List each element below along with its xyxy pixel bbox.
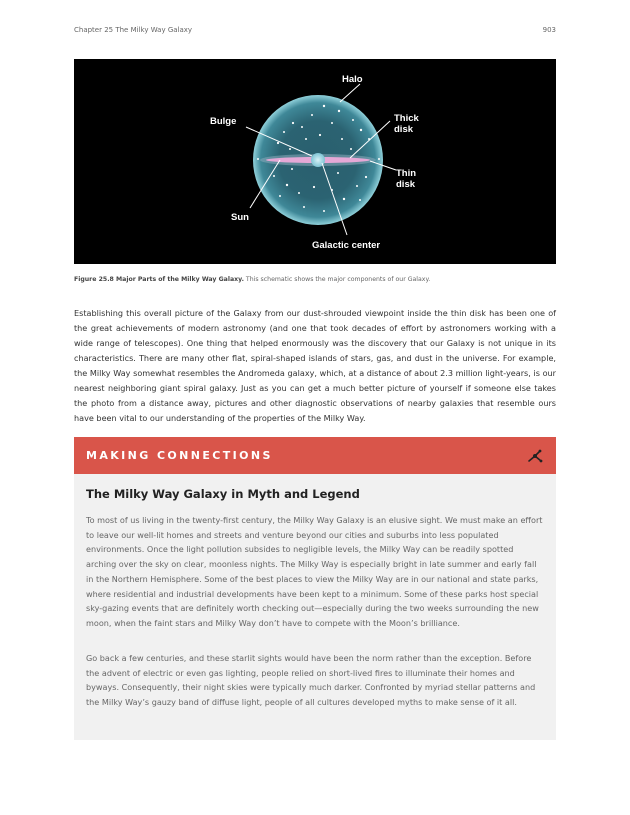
chapter-title: Chapter 25 The Milky Way Galaxy xyxy=(74,26,193,34)
sun-label: Sun xyxy=(231,212,249,223)
box-header xyxy=(74,437,556,474)
galactic-center-label: Galactic center xyxy=(312,240,381,251)
page-number: 903 xyxy=(542,26,556,34)
galaxy-figure xyxy=(74,59,556,264)
thick-disk-label: Thick xyxy=(394,113,419,124)
box-header-label: MAKING CONNECTIONS xyxy=(86,449,273,462)
bulge-label: Bulge xyxy=(210,116,237,127)
making-connections-box xyxy=(74,437,556,740)
figure-number: Figure 25.8 Major Parts of the Milky Way Galaxy. xyxy=(74,276,244,283)
thick-disk-label-2: disk xyxy=(394,124,414,135)
thin-disk-label: Thin xyxy=(396,168,417,179)
connections-icon xyxy=(526,447,544,465)
box-paragraph-1: To most of us living in the twenty-first century, the Milky Way Galaxy is an elusive sight. We must make an effort to leave our well-lit homes and streets and venture beyond our cities and suburbs into less populated environments. Once the light pollution subsides to negligible levels, the Milky Way can be readily spotted arching over the sky on clear, moonless nights. The Milky Way is especially bright in late summer and early fall in the Northern Hemisphere. Some of the best places to view the Milky Way are in our national and state parks, where residential and industrial developments have been kept to a minimum. Some of these parks host special sky-gazing events that are definitely worth checking out—especially during the two weeks surrounding the new moon, when the faint stars and Milky Way don’t have to compete with the Moon’s brilliance. xyxy=(86,515,543,628)
body-paragraph: Establishing this overall picture of the Galaxy from our dust-shrouded viewpoint inside the thin disk has been one of the great achievements of modern astronomy (and one that took decades of effort by astronomers working with a wide range of telescopes). One thing that helped enormously was the discovery that our Galaxy is not unique in its characteristics. There are many other flat, spiral-shaped islands of stars, gas, and dust in the universe. For example, the Milky Way somewhat resembles the Andromeda galaxy, which, at a distance of about 2.3 million light-years, is our nearest neighboring giant spiral galaxy. Just as you can get a much better picture of yourself if someone else takes the photo from a distance away, pictures and other diagnostic observations of nearby galaxies that resemble ours have been vital to our understanding of the properties of the Milky Way. xyxy=(74,308,556,423)
thin-disk-label-2: disk xyxy=(396,179,416,190)
halo-label: Halo xyxy=(342,74,363,85)
galaxy-diagram xyxy=(74,59,556,264)
running-head xyxy=(74,26,556,34)
box-paragraph-2: Go back a few centuries, and these starlit sights would have been the norm rather than the exception. Before the advent of electric or even gas lighting, people relied on short-lived fires to illuminate their homes and byways. Consequently, their night skies were typically much darker. Confronted by myriad stellar patterns and the Milky Way’s gauzy band of diffuse light, people of all cultures developed myths to make sense of it all. xyxy=(86,653,536,708)
box-title: The Milky Way Galaxy in Myth and Legend xyxy=(86,487,360,501)
caption-text: This schematic shows the major components of our Galaxy. xyxy=(245,276,431,283)
figure-caption xyxy=(74,276,556,283)
